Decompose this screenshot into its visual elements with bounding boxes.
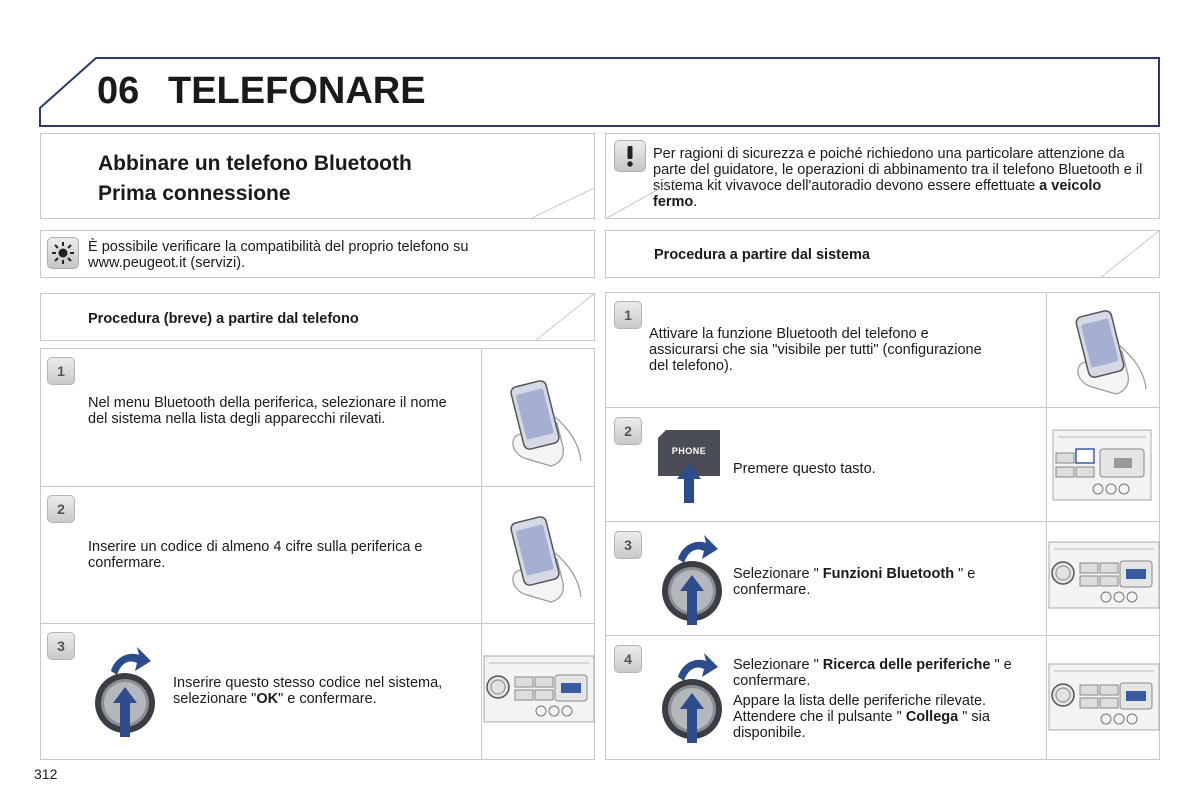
page-title: TELEFONARE [168,70,426,112]
rotary-knob-icon [656,529,731,629]
corner-cut [605,179,677,219]
warning-end: . [693,194,698,210]
right-procedure-header [605,230,1160,278]
bluetooth-functions-label: Funzioni Bluetooth [822,566,955,582]
right-procedure-title: Procedura a partire dal sistema [654,247,870,263]
warning-bold: a veicolo fermo [653,178,1102,210]
step-text: Inserire un codice di almeno 4 cifre sulla periferica e confermare. [88,539,423,571]
step-number-badge: 3 [47,632,75,660]
step-text-end: " e confermare. [278,691,377,707]
left-procedure-title: Procedura (breve) a partire dal telefono [88,311,359,327]
phone-button-icon: PHONE [658,430,720,476]
radio-panel-icon [483,655,595,723]
tip-box [40,230,595,278]
radio-panel-icon [1048,541,1160,609]
step-text: Selezionare " [733,566,823,582]
tip-text: È possibile verificare la compatibilità del proprio telefono su www.peugeot.it (servizi). [88,239,469,271]
search-devices-label: Ricerca delle periferiche [822,657,991,673]
warning-icon [614,140,646,172]
image-column-divider [1046,293,1047,759]
rotary-knob-icon [656,647,731,747]
sun-icon [47,237,79,269]
step-text: Selezionare " [733,657,823,673]
step-divider [41,623,594,624]
radio-panel-icon [1052,429,1152,501]
section-title-line1: Abbinare un telefono Bluetooth [98,152,412,175]
corner-cut [535,293,595,341]
step-text-end: " sia disponibile. [733,709,990,741]
warning-text: Per ragioni di sicurezza e poiché richiedono una particolare attenzione da parte del guidatore, le operazioni di abbinamento tra il telefono Bluetooth e il sistema kit vivavoce dell'autoradio devono essere effettuate [653,146,1143,194]
step-divider [606,521,1159,522]
step-text: Inserire questo stesso codice nel sistema, selezionare " [173,675,443,707]
step-number-badge: 2 [614,417,642,445]
step-number-badge: 1 [614,301,642,329]
step-text-mid: " e confermare. [733,657,1012,689]
step-divider [606,407,1159,408]
step-text: Attivare la funzione Bluetooth del telefono e assicurarsi che sia "visibile per tutti" (configurazione del telefono). [649,326,982,374]
left-steps-box [40,348,595,760]
step-divider [41,486,594,487]
phone-hand-icon [499,371,584,471]
step-text: Appare la lista delle periferiche rilevate. Attendere che il pulsante " [733,693,987,725]
corner-cut [1100,230,1160,278]
section-title-line2: Prima connessione [98,182,291,205]
ok-label: OK [256,691,279,707]
step-text: Nel menu Bluetooth della periferica, selezionare il nome del sistema nella lista degli apparecchi rilevati. [88,395,447,427]
rotary-knob-icon [89,641,164,741]
step-text-end: " e confermare. [733,566,976,598]
step-number-badge: 4 [614,645,642,673]
right-steps-box [605,292,1160,760]
step-number-badge: 3 [614,531,642,559]
page-number: 312 [34,766,58,782]
step-number-badge: 1 [47,357,75,385]
arrow-up-icon [677,463,701,503]
radio-panel-icon [1048,663,1160,731]
left-procedure-header [40,293,595,341]
corner-cut [532,188,594,218]
chapter-number: 06 [97,70,140,112]
step-text: Premere questo tasto. [733,461,876,477]
phone-hand-icon [499,507,584,607]
connect-label: Collega [905,709,959,725]
section-title-box [40,133,595,219]
warning-box [605,133,1160,219]
image-column-divider [481,349,482,759]
step-number-badge: 2 [47,495,75,523]
phone-hand-icon [1064,303,1149,398]
step-divider [606,635,1159,636]
